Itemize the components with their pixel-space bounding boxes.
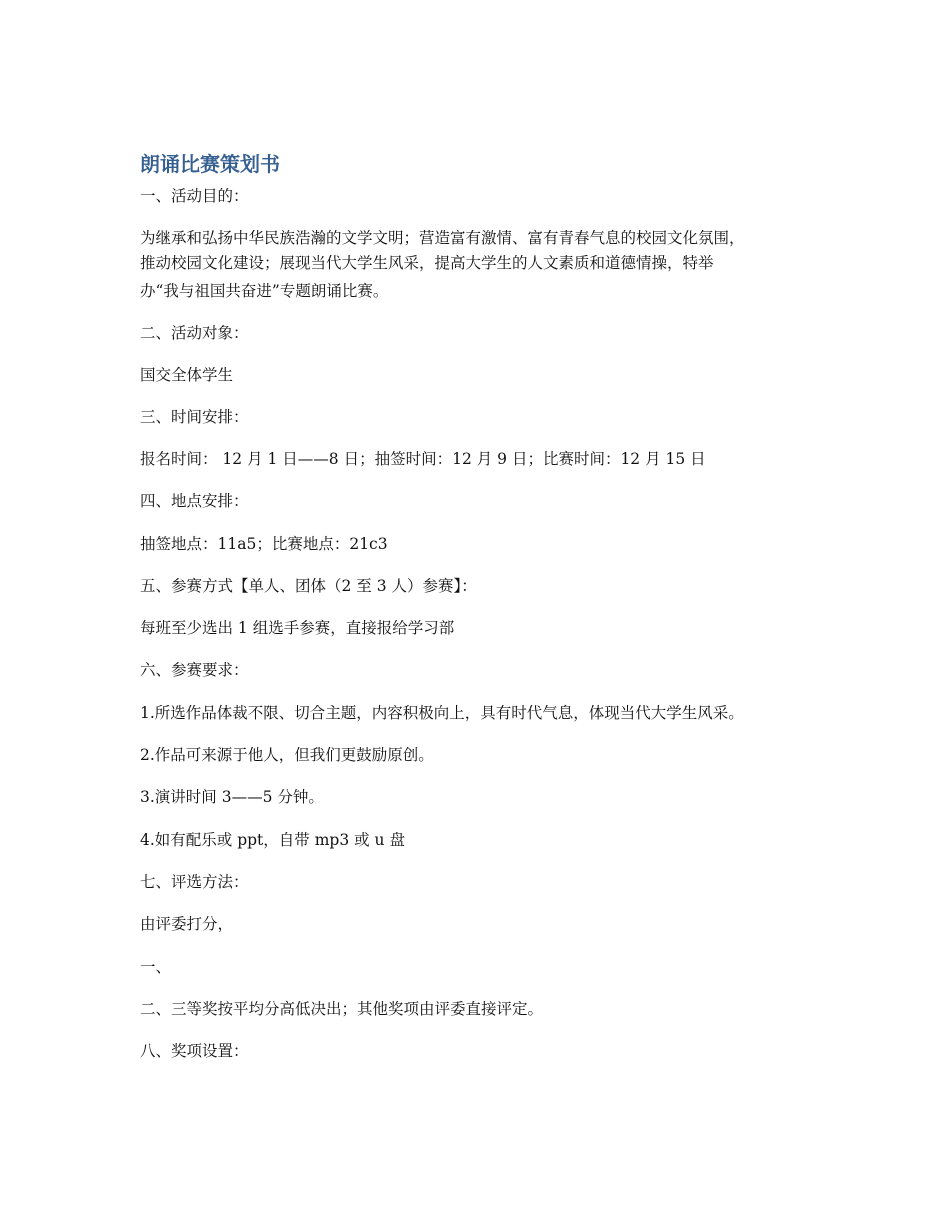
format-heading: 五、参赛方式【单人、团体（2 至 3 人）参赛】： xyxy=(140,577,477,595)
awards-heading: 八、奖项设置： xyxy=(140,1042,249,1060)
judging-heading: 七、评选方法： xyxy=(140,873,249,891)
requirement-item-4: 4.如有配乐或 ppt，自带 mp3 或 u 盘 xyxy=(140,831,405,849)
requirement-item-3: 3.演讲时间 3——5 分钟。 xyxy=(140,788,324,806)
judging-line-3: 二、三等奖按平均分高低决出；其他奖项由评委直接评定。 xyxy=(140,1000,544,1018)
purpose-heading: 一、活动目的： xyxy=(140,187,249,205)
purpose-line-1: 为继承和弘扬中华民族浩瀚的文学文明；营造富有激情、富有青春气息的校园文化氛围， xyxy=(140,229,745,247)
audience-heading: 二、活动对象： xyxy=(140,324,249,342)
judging-line-2: 一、 xyxy=(140,958,172,976)
purpose-line-3: 办“我与祖国共奋进”专题朗诵比赛。 xyxy=(140,282,389,300)
purpose-line-2: 推动校园文化建设；展现当代大学生风采，提高大学生的人文素质和道德情操，特举 xyxy=(140,254,714,272)
format-text: 每班至少选出 1 组选手参赛，直接报给学习部 xyxy=(140,619,455,637)
requirement-item-2: 2.作品可来源于他人，但我们更鼓励原创。 xyxy=(140,746,434,764)
schedule-heading: 三、时间安排： xyxy=(140,408,249,426)
requirement-item-1: 1.所选作品体裁不限、切合主题，内容积极向上，具有时代气息，体现当代大学生风采。 xyxy=(140,704,744,722)
location-heading: 四、地点安排： xyxy=(140,492,249,510)
schedule-text: 报名时间： 12 月 1 日——8 日；抽签时间：12 月 9 日；比赛时间：12 月 15 日 xyxy=(140,450,706,468)
requirements-heading: 六、参赛要求： xyxy=(140,661,249,679)
audience-text: 国交全体学生 xyxy=(140,366,234,384)
judging-line-1: 由评委打分， xyxy=(140,915,234,933)
location-text: 抽签地点：11a5；比赛地点：21c3 xyxy=(140,535,388,553)
document-title: 朗诵比赛策划书 xyxy=(140,152,280,176)
